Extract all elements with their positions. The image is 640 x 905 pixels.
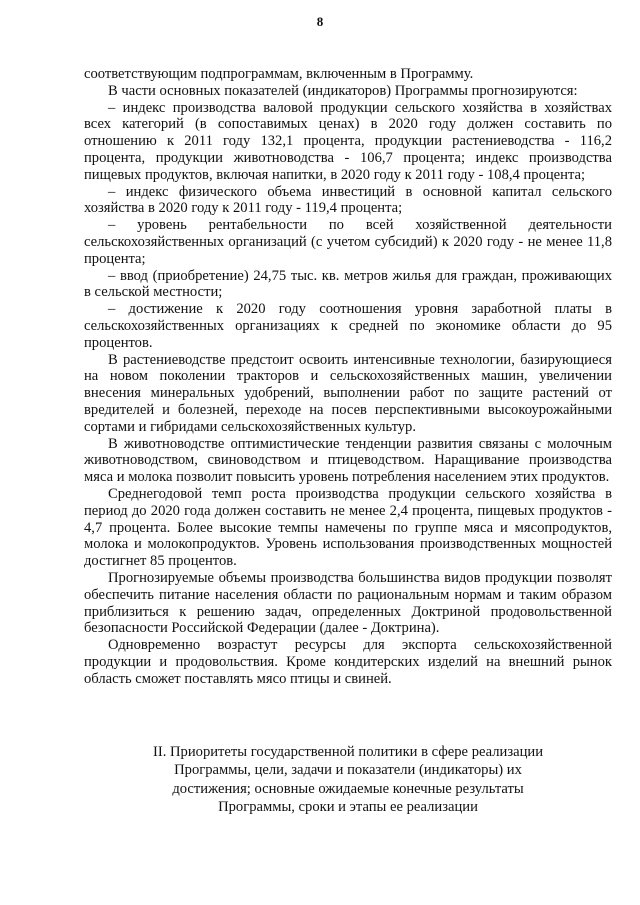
- paragraph-investment-index: – индекс физического объема инвестиций в основной капитал сельского хозяйства в 2020 году к 2011 году - 119,4 процента;: [84, 183, 612, 217]
- paragraph-food-security: Прогнозируемые объемы производства большинства видов продукции позволят обеспечить питание населения области по рациональным нормам и таким образом приблизиться к решению задач, определенных Доктриной продовольственной безопасности Российской Федерации (далее - Доктрина).: [84, 569, 612, 637]
- section-heading: [84, 743, 612, 817]
- document-body: [84, 66, 612, 687]
- paragraph-profitability: – уровень рентабельности по всей хозяйственной деятельности сельскохозяйственных организаций (с учетом субсидий) к 2020 году - не менее 11,8 процента;: [84, 217, 612, 267]
- paragraph-indicators-intro: В части основных показателей (индикаторов) Программы прогнозируются:: [108, 82, 578, 99]
- paragraph-growth-rate: Среднегодовой темп роста производства продукции сельского хозяйства в период до 2020 года должен составить не менее 2,4 процента, пищевых продуктов - 4,7 процента. Более высокие темпы намечены по группе мяса и мясопродуктов, молока и молокопродуктов. Уровень использования производственных мощностей достигнет 85 процентов.: [84, 485, 612, 570]
- section-heading-line: Программы, цели, задачи и показатели (индикаторы) их: [174, 762, 522, 779]
- page-number: 8: [316, 14, 324, 29]
- section-heading-line: достижения; основные ожидаемые конечные результаты: [172, 780, 524, 797]
- paragraph-export: Одновременно возрастут ресурсы для экспорта сельскохозяйственной продукции и продовольствия. Кроме кондитерских изделий на внешний рынок область сможет поставлять мясо птицы и свиней.: [84, 637, 612, 687]
- paragraph-livestock: В животноводстве оптимистические тенденции развития связаны с молочным животноводством, свиноводством и птицеводством. Наращивание производства мяса и молока позволит повысить уровень потребления населением этих продуктов.: [84, 435, 612, 486]
- paragraph-gross-output-index: – индекс производства валовой продукции сельского хозяйства в хозяйствах всех категорий (в сопоставимых ценах) в 2020 году должен составить по отношению к 2011 году 132,1 процента, продукции растениеводства - 116,2 процента, продукции животноводства - 106,7 процента; индекс производства пищевых продуктов, включая напитки, в 2020 году к 2011 году - 108,4 процента;: [84, 99, 612, 183]
- section-heading-line: Программы, сроки и этапы ее реализации: [218, 799, 478, 816]
- section-heading-line: II. Приоритеты государственной политики в сфере реализации: [152, 744, 544, 760]
- paragraph-wages: – достижение к 2020 году соотношения уровня заработной платы в сельскохозяйственных организациях к средней по экономике области до 95 процентов.: [84, 301, 612, 351]
- paragraph-crop-production: В растениеводстве предстоит освоить интенсивные технологии, базирующиеся на новом поколении тракторов и сельскохозяйственных машин, увеличении внесения минеральных удобрений, выполнении работ по защите растений от вредителей и болезней, переходе на посев перспективными высокоурожайными сортами и гибридами сельскохозяйственных культур.: [84, 351, 612, 435]
- paragraph-housing: – ввод (приобретение) 24,75 тыс. кв. метров жилья для граждан, проживающих в сельской местности;: [84, 267, 612, 301]
- paragraph-continuation: соответствующим подпрограммам, включенным в Программу.: [84, 66, 474, 82]
